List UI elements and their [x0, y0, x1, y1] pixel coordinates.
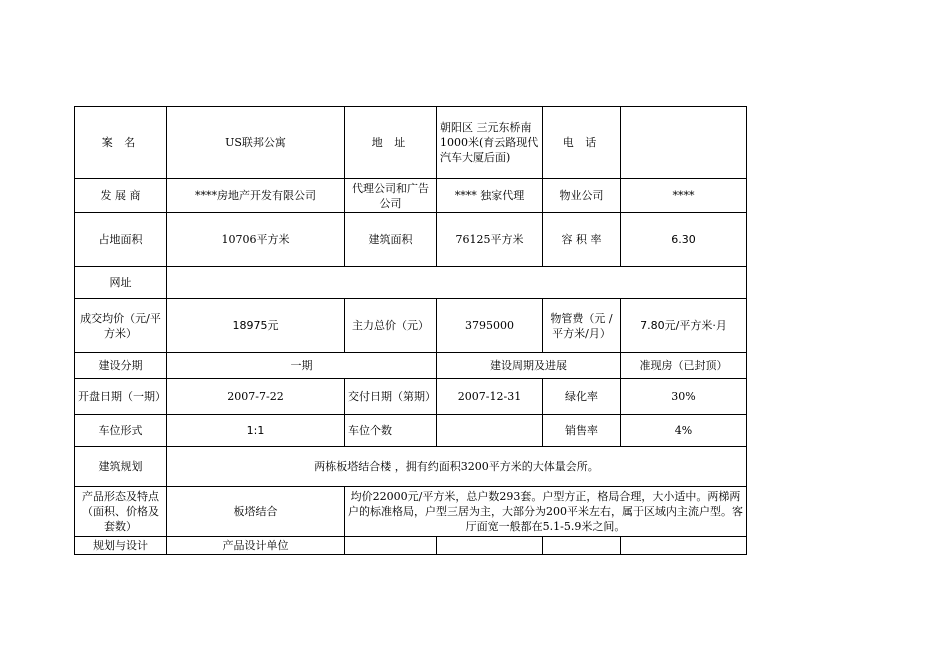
row-website: [75, 267, 747, 299]
row-parking: [75, 415, 747, 447]
address-label: 地 址: [345, 107, 437, 179]
progress-value: 准现房（已封顶）: [621, 353, 747, 379]
building-area-label: 建筑面积: [345, 213, 437, 267]
product-description: 均价22000元/平方米，总户数293套。户型方正，格局合理，大小适中。两梯两户的标准格局，户型三居为主，大部分为200平米左右，属于区域内主流户型。客厅面宽一般都在5.1-5.9米之间。: [345, 487, 747, 537]
main-total-label: 主力总价（元）: [345, 299, 437, 353]
plot-ratio-value: 6.30: [621, 213, 747, 267]
delivery-date-value: 2007-12-31: [437, 379, 543, 415]
mgmt-fee-label: 物管费（元 /平方米/月）: [543, 299, 621, 353]
green-rate-label: 绿化率: [543, 379, 621, 415]
project-name-label: 案 名: [75, 107, 167, 179]
agent-label: 代理公司和广告公司: [345, 179, 437, 213]
website-value: [167, 267, 747, 299]
product-label: 产品形态及特点（面积、价格及套数）: [75, 487, 167, 537]
project-info-table: [74, 106, 747, 555]
avg-price-value: 18975元: [167, 299, 345, 353]
address-value: 朝阳区 三元东桥南1000米(育云路现代汽车大厦后面): [437, 107, 543, 179]
land-area-label: 占地面积: [75, 213, 167, 267]
design-extra-3: [621, 537, 747, 555]
row-phase: [75, 353, 747, 379]
phone-value: [621, 107, 747, 179]
phone-label: 电 话: [543, 107, 621, 179]
phase-label: 建设分期: [75, 353, 167, 379]
agent-value: **** 独家代理: [437, 179, 543, 213]
progress-label: 建设周期及进展: [437, 353, 621, 379]
parking-count-value: [437, 415, 543, 447]
design-label: 规划与设计: [75, 537, 167, 555]
building-area-value: 76125平方米: [437, 213, 543, 267]
project-name-value: US联邦公寓: [167, 107, 345, 179]
mgmt-fee-value: 7.80元/平方米·月: [621, 299, 747, 353]
parking-count-label: 车位个数: [345, 415, 437, 447]
row-design: [75, 537, 747, 555]
design-unit-value: [345, 537, 437, 555]
row-area: [75, 213, 747, 267]
product-form-value: 板塔结合: [167, 487, 345, 537]
land-area-value: 10706平方米: [167, 213, 345, 267]
website-label: 网址: [75, 267, 167, 299]
parking-form-label: 车位形式: [75, 415, 167, 447]
parking-form-value: 1:1: [167, 415, 345, 447]
open-date-value: 2007-7-22: [167, 379, 345, 415]
row-price: [75, 299, 747, 353]
sales-rate-label: 销售率: [543, 415, 621, 447]
row-dates: [75, 379, 747, 415]
developer-value: ****房地产开发有限公司: [167, 179, 345, 213]
sales-rate-value: 4%: [621, 415, 747, 447]
row-product: [75, 487, 747, 537]
plot-ratio-label: 容 积 率: [543, 213, 621, 267]
design-extra-1: [437, 537, 543, 555]
avg-price-label: 成交均价（元/平方米）: [75, 299, 167, 353]
planning-label: 建筑规划: [75, 447, 167, 487]
row-basic-info: [75, 107, 747, 179]
design-unit-label: 产品设计单位: [167, 537, 345, 555]
delivery-date-label: 交付日期（第期）: [345, 379, 437, 415]
planning-value: 两栋板塔结合楼 ，拥有约面积3200平方米的大体量会所。: [167, 447, 747, 487]
open-date-label: 开盘日期（一期）: [75, 379, 167, 415]
design-extra-2: [543, 537, 621, 555]
property-mgmt-label: 物业公司: [543, 179, 621, 213]
main-total-value: 3795000: [437, 299, 543, 353]
developer-label: 发 展 商: [75, 179, 167, 213]
row-developer: [75, 179, 747, 213]
green-rate-value: 30%: [621, 379, 747, 415]
phase-value: 一期: [167, 353, 437, 379]
property-mgmt-value: ****: [621, 179, 747, 213]
row-planning: [75, 447, 747, 487]
